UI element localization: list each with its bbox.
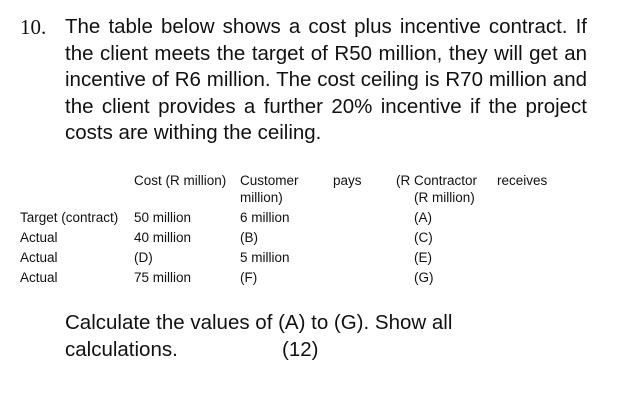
- header-contractor-paren: (R: [396, 173, 411, 188]
- table-cell-contractor: (C): [414, 230, 433, 245]
- instruction-line1: [65, 310, 587, 337]
- header-customer: Customer: [240, 173, 299, 188]
- table-cell-contractor: (A): [414, 210, 432, 225]
- table-cell-cost: 75 million: [134, 270, 192, 285]
- table-cell-customer: (B): [240, 230, 258, 245]
- table-row-label: Actual: [20, 230, 58, 245]
- header-customer-unit: million): [240, 190, 283, 205]
- header-cost: Cost (R million): [134, 173, 227, 188]
- table-cell-customer: (F): [240, 270, 258, 285]
- header-pays: pays: [333, 173, 362, 188]
- question-number: 10.: [20, 15, 47, 39]
- header-receives: receives: [497, 173, 548, 188]
- table-cell-customer: 5 million: [240, 250, 290, 265]
- table-cell-contractor: (E): [414, 250, 432, 265]
- header-contractor: Contractor: [414, 173, 478, 188]
- question-text: The table below shows a cost plus incentive contract. If the client meets the target of R50 million, they will get an incentive of R6 million. The cost ceiling is R70 million and the client provides a further 20% incentive if the project costs are withing the ceiling.: [65, 15, 587, 144]
- table-row-label: Actual: [20, 250, 58, 265]
- table-cell-cost: 50 million: [134, 210, 192, 225]
- table-cell-contractor: (G): [414, 270, 434, 285]
- table-cell-cost: 40 million: [134, 230, 192, 245]
- table-cell-customer: 6 million: [240, 210, 290, 225]
- header-contractor-unit: (R million): [414, 190, 475, 205]
- instruction-line2: calculations.: [65, 338, 178, 361]
- table-row-label: Actual: [20, 270, 58, 285]
- instruction-text-line1: Calculate the values of (A) to (G). Show all: [65, 311, 453, 334]
- marks-label: (12): [282, 338, 319, 361]
- table-row-label: Target (contract): [20, 210, 119, 225]
- table-cell-cost: (D): [134, 250, 153, 265]
